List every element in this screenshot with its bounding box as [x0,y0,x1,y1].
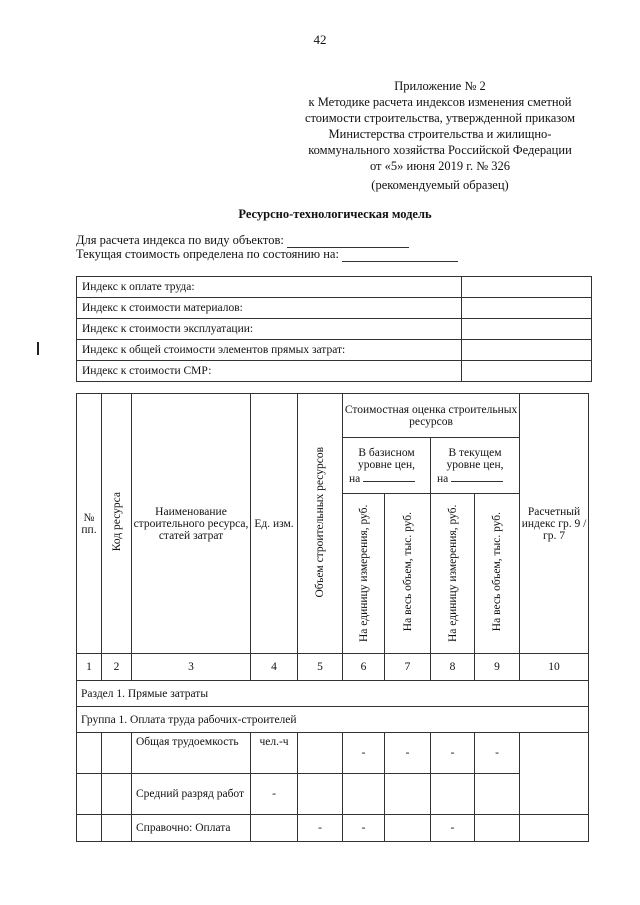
row-unit [251,815,298,842]
group-row: Группа 1. Оплата труда рабочих-строителей [77,707,589,733]
appendix-header [280,78,600,174]
appendix-line: к Методике расчета индексов изменения сметной [308,95,572,109]
index-row [77,340,592,361]
index-row [77,319,592,340]
header-current-per-unit: На единицу измерения, руб. [431,494,475,654]
appendix-line: стоимости строительства, утвержденной приказом [304,111,576,125]
column-numbers-row: 1 2 3 4 5 6 7 8 9 10 [77,654,589,681]
index-value[interactable] [462,361,592,382]
section-row: Раздел 1. Прямые затраты [77,681,589,707]
index-row [77,361,592,382]
header-code: Код ресурса [102,394,132,654]
appendix-line: Министерства строительства и жилищно- [328,127,552,141]
index-label: Индекс к стоимости эксплуатации: [77,319,462,340]
table-row [77,774,589,815]
header-calc-index: Расчетный индекс гр. 9 / гр. 7 [520,394,589,654]
base-date-blank[interactable] [363,471,415,482]
resource-table [76,393,589,842]
appendix-line: коммунального хозяйства Российской Федерации [308,143,572,157]
index-table [76,276,592,382]
current-cost-blank[interactable] [342,249,458,262]
header-base-per-unit: На единицу измерения, руб. [343,494,385,654]
header-base-level: В базисном уровне цен, на [343,438,431,494]
header-base-total: На весь объем, тыс. руб. [385,494,431,654]
table-row: Общая трудоемкость чел.-ч - - - - [77,733,589,774]
document-title: Ресурсно-технологическая модель [238,207,432,221]
index-row [77,298,592,319]
object-type-label: Для расчета индекса по виду объектов: [76,233,284,247]
current-cost-label: Текущая стоимость определена по состоянию на: [76,247,339,261]
row-unit: чел.-ч [251,733,298,774]
header-name: Наименование строительного ресурса, статей затрат [132,394,251,654]
header-current-level: В текущем уровне цен, на [431,438,520,494]
table-row: Справочно: Оплата - - - [77,815,589,842]
index-label: Индекс к оплате труда: [77,277,462,298]
index-label: Индекс к общей стоимости элементов прямых затрат: [77,340,462,361]
row-name: Средний разряд работ [132,774,251,815]
row-unit: - [251,774,298,815]
page-number: 42 [313,32,327,47]
margin-mark [37,342,39,355]
index-label: Индекс к стоимости материалов: [77,298,462,319]
row-name: Справочно: Оплата [132,815,251,842]
recommended-note: (рекомендуемый образец) [371,178,509,192]
row-name: Общая трудоемкость [132,733,251,774]
header-cost-group: Стоимостная оценка строительных ресурсов [343,394,520,438]
index-value[interactable] [462,340,592,361]
current-date-blank[interactable] [451,471,503,482]
header-unit: Ед. изм. [251,394,298,654]
appendix-line: Приложение № 2 [394,79,486,93]
index-value[interactable] [462,319,592,340]
current-cost-field [76,247,458,262]
index-label: Индекс к стоимости СМР: [77,361,462,382]
header-num: № пп. [77,394,102,654]
header-current-total: На весь объем, тыс. руб. [475,494,520,654]
index-row [77,277,592,298]
index-value[interactable] [462,277,592,298]
index-value[interactable] [462,298,592,319]
object-type-field [76,233,409,248]
appendix-line: от «5» июня 2019 г. № 326 [369,159,511,173]
header-volume: Объем строительных ресурсов [298,394,343,654]
